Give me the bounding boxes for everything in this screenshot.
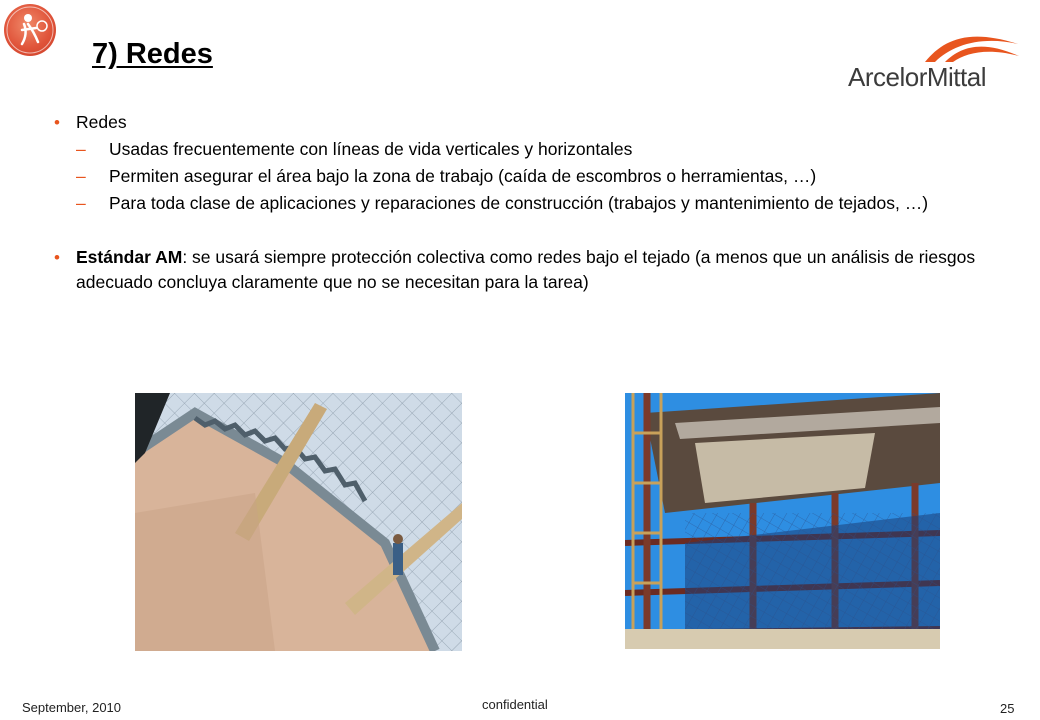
photo-steel-structure-net	[625, 393, 940, 649]
dash-icon: –	[76, 193, 86, 213]
bullet-bold-label: Estándar AM	[76, 247, 183, 267]
arcelormittal-logo	[848, 22, 1028, 92]
slide-title: 7) Redes	[92, 38, 213, 70]
sub-bullet-text: Usadas frecuentemente con líneas de vida verticales y horizontales	[109, 139, 633, 159]
bullet-item-redes	[52, 110, 982, 135]
steel-structure-illustration	[625, 393, 940, 649]
logo-wordmark: ArcelorMittal	[848, 62, 986, 92]
sub-bullet-text: Permiten asegurar el área bajo la zona de trabajo (caída de escombros o herramientas, …)	[109, 166, 817, 186]
footer-date: September, 2010	[22, 700, 122, 715]
dash-icon: –	[76, 139, 86, 159]
badge-figure-icon	[4, 4, 56, 56]
safety-net-roof-illustration	[135, 393, 462, 651]
footer-page-number: 25	[1000, 701, 1015, 716]
bullet-list	[52, 110, 982, 295]
bullet-item-estandar	[52, 245, 982, 295]
bullet-text: : se usará siempre protección colectiva como redes bajo el tejado (a menos que un análisis de riesgos adecuado concluya claramente que no se necesitan para la tarea)	[76, 247, 976, 292]
dash-icon: –	[76, 166, 86, 186]
sub-bullet-item	[52, 191, 982, 216]
logo-swoosh-icon	[923, 22, 1023, 64]
safety-badge-logo	[4, 4, 56, 56]
photo-safety-net-roof	[135, 393, 462, 651]
sub-bullet-item	[52, 137, 982, 162]
bullet-dot-icon: •	[54, 248, 60, 267]
sub-bullet-text: Para toda clase de aplicaciones y reparaciones de construcción (trabajos y mantenimiento de tejados, …)	[109, 193, 929, 213]
bullet-dot-icon: •	[54, 113, 60, 132]
sub-bullet-item	[52, 164, 982, 189]
footer-confidential: confidential	[482, 697, 548, 712]
bullet-label: Redes	[76, 112, 127, 132]
